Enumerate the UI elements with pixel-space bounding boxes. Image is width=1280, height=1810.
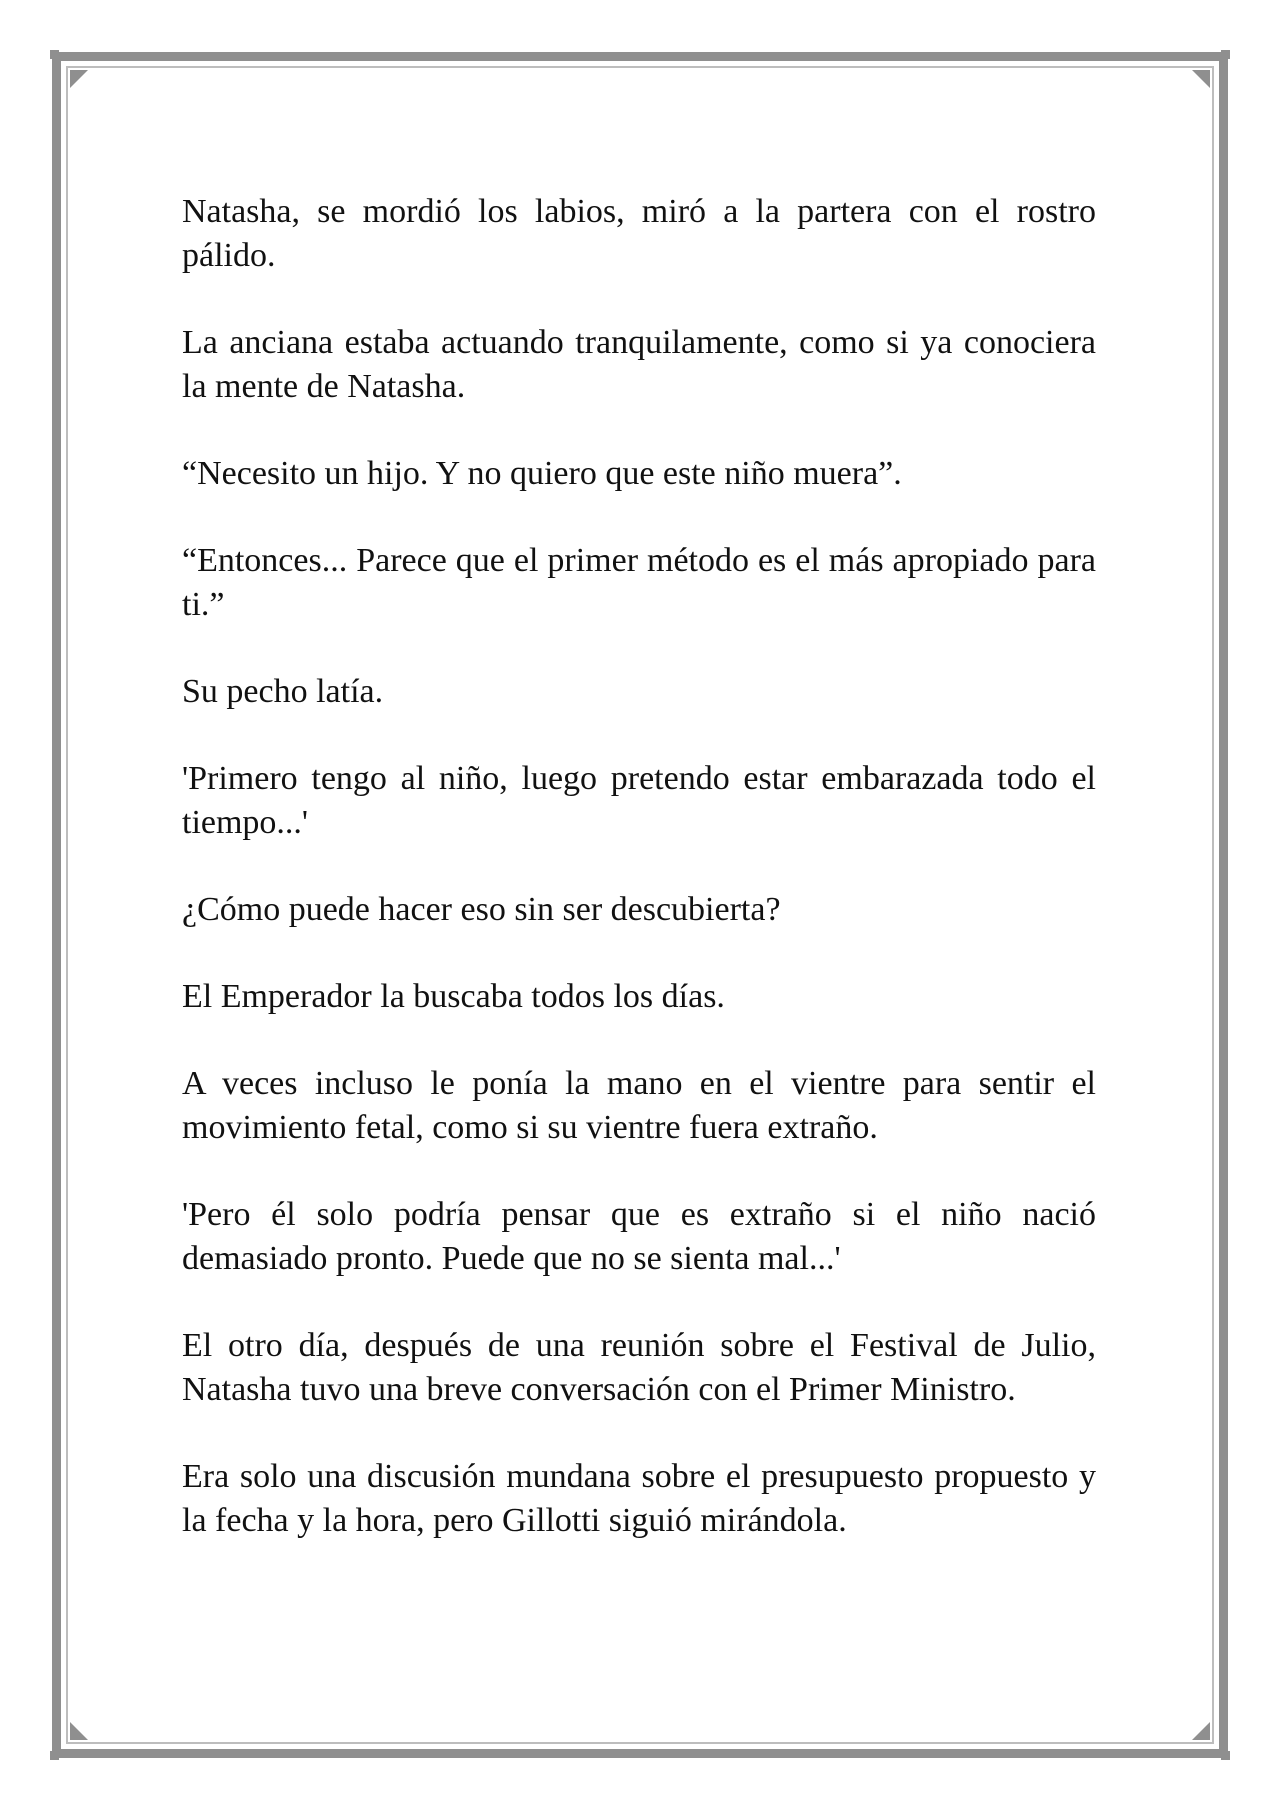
frame-corner-top-left	[50, 50, 59, 59]
frame-border-top	[58, 52, 1222, 61]
frame-inner-top	[66, 66, 1214, 68]
paragraph: “Entonces... Parece que el primer método es el más apropiado para ti.”	[182, 542, 1096, 623]
paragraph: Su pecho latía.	[182, 673, 384, 710]
paragraph: Era solo una discusión mundana sobre el presupuesto propuesto y la fecha y la hora, pero Gillotti siguió mirándola.	[182, 1458, 1096, 1539]
corner-ornament-bottom-left	[70, 1722, 88, 1740]
paragraph: “Necesito un hijo. Y no quiero que este niño muera”.	[182, 455, 902, 492]
frame-border-right	[1219, 58, 1228, 1758]
frame-corner-top-right	[1221, 50, 1230, 59]
corner-ornament-top-right	[1192, 70, 1210, 88]
frame-corner-bottom-left	[50, 1751, 59, 1760]
paragraph: El otro día, después de una reunión sobre el Festival de Julio, Natasha tuvo una breve conversación con el Primer Ministro.	[182, 1327, 1096, 1408]
paragraph: ¿Cómo puede hacer eso sin ser descubierta?	[182, 891, 781, 928]
frame-inner-left	[66, 66, 68, 1744]
frame-border-bottom	[58, 1749, 1222, 1758]
frame-inner-right	[1212, 66, 1214, 1744]
paragraph: La anciana estaba actuando tranquilamente, como si ya conociera la mente de Natasha.	[182, 324, 1096, 405]
frame-inner-bottom	[66, 1742, 1214, 1744]
frame-corner-bottom-right	[1221, 1751, 1230, 1760]
paragraph: 'Primero tengo al niño, luego pretendo estar embarazada todo el tiempo...'	[182, 760, 1096, 841]
page-body	[182, 190, 1096, 1586]
paragraph: El Emperador la buscaba todos los días.	[182, 978, 725, 1015]
paragraph: 'Pero él solo podría pensar que es extraño si el niño nació demasiado pronto. Puede que no se sienta mal...'	[182, 1196, 1096, 1277]
corner-ornament-top-left	[70, 70, 88, 88]
corner-ornament-bottom-right	[1192, 1722, 1210, 1740]
paragraph: A veces incluso le ponía la mano en el vientre para sentir el movimiento fetal, como si su vientre fuera extraño.	[182, 1065, 1096, 1146]
frame-border-left	[52, 58, 61, 1758]
paragraph: Natasha, se mordió los labios, miró a la partera con el rostro pálido.	[182, 193, 1096, 274]
